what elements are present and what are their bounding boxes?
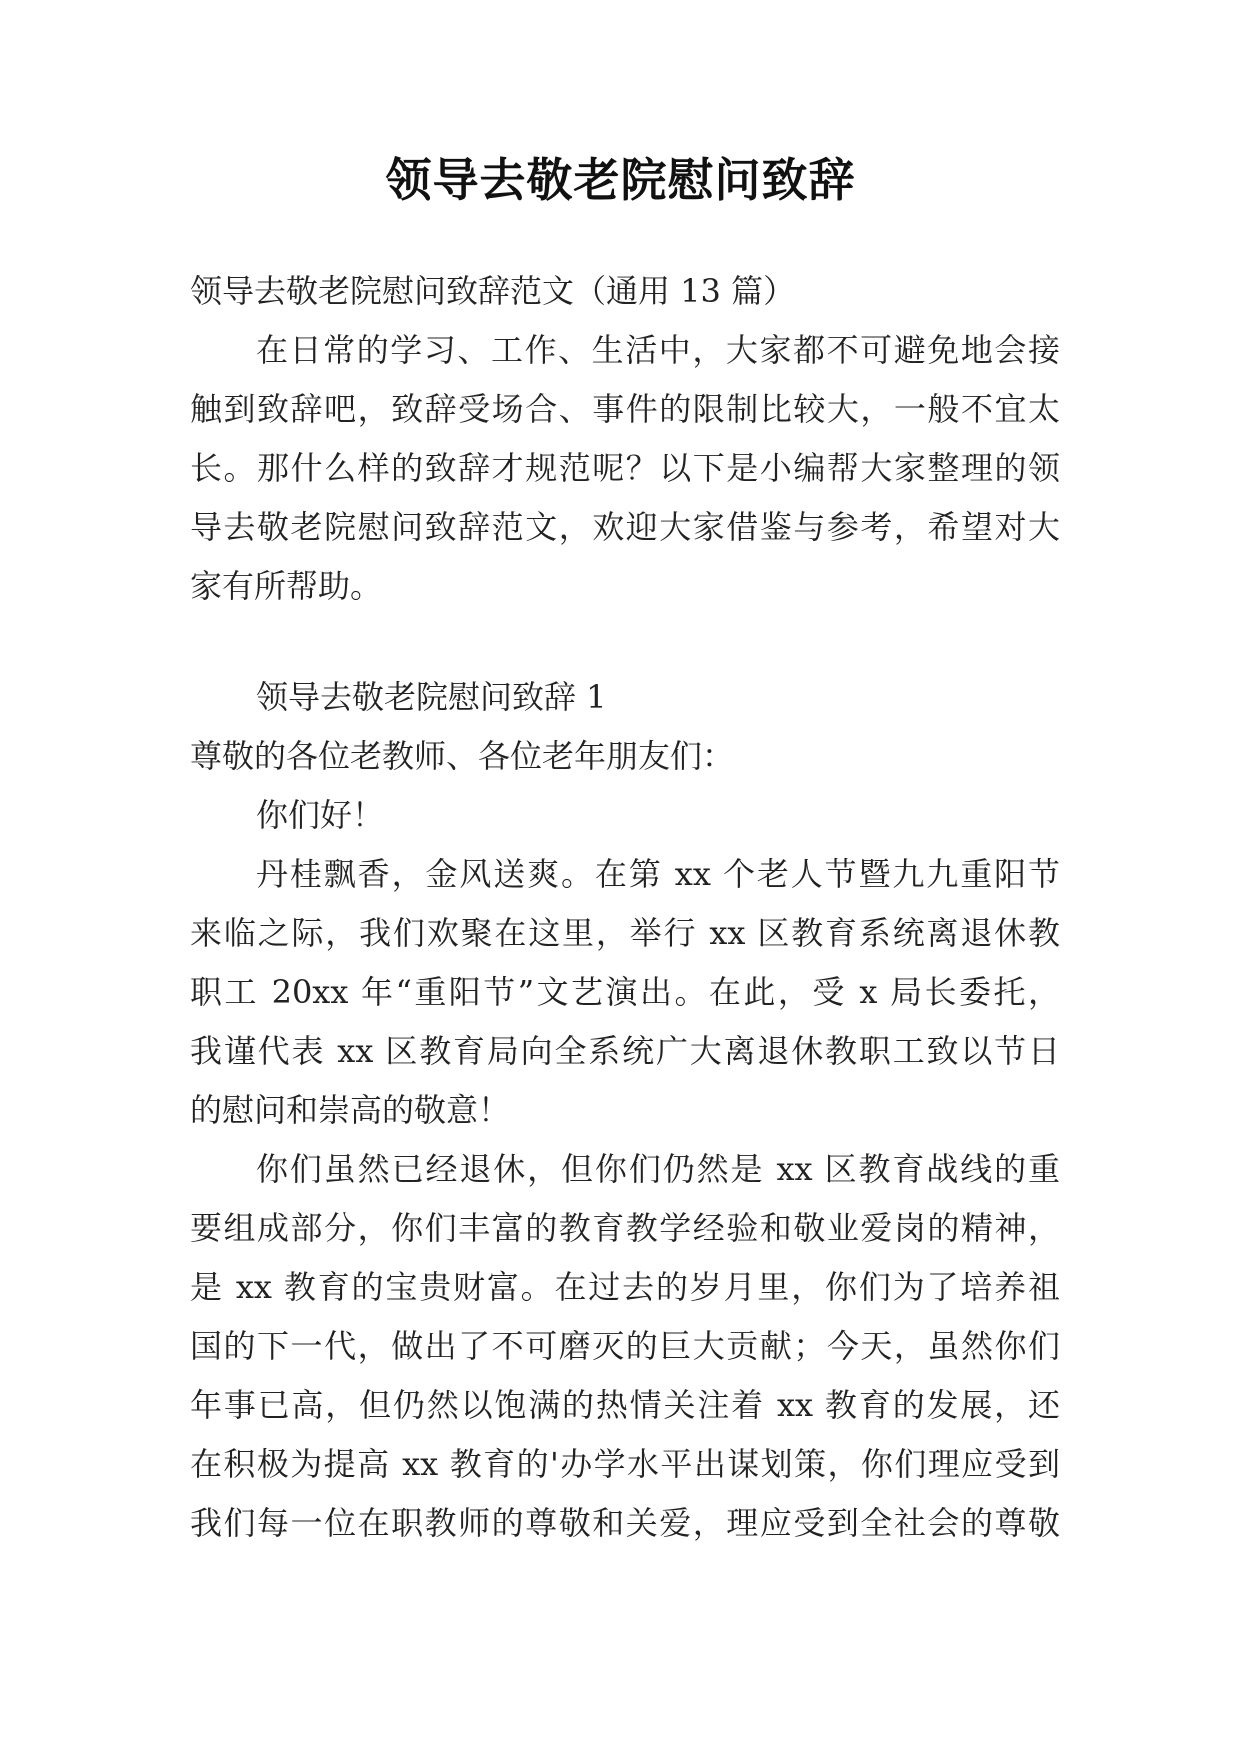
body-line: 国的下一代，做出了不可磨灭的巨大贡献；今天，虽然你们 xyxy=(190,1327,1060,1365)
section-heading: 领导去敬老院慰问致辞 1 xyxy=(256,678,607,716)
body-line: 是 xx 教育的宝贵财富。在过去的岁月里，你们为了培养祖 xyxy=(190,1268,1060,1306)
intro-line: 长。那什么样的致辞才规范呢？以下是小编帮大家整理的领 xyxy=(190,449,1060,487)
document-title: 领导去敬老院慰问致辞 xyxy=(385,153,856,207)
intro-line: 在日常的学习、工作、生活中，大家都不可避免地会接 xyxy=(256,331,1060,369)
salutation-line: 尊敬的各位老教师、各位老年朋友们： xyxy=(190,737,735,775)
intro-line: 触到致辞吧，致辞受场合、事件的限制比较大，一般不宜太 xyxy=(190,390,1060,428)
body-line: 职工 20xx 年“重阳节”文艺演出。在此，受 x 局长委托， xyxy=(190,973,1060,1011)
body-line: 我们每一位在职教师的尊敬和关爱，理应受到全社会的尊敬 xyxy=(190,1504,1060,1542)
body-line: 我谨代表 xx 区教育局向全系统广大离退休教职工致以节日 xyxy=(190,1032,1060,1070)
intro-line: 家有所帮助。 xyxy=(190,567,383,605)
document-body xyxy=(190,262,1060,1553)
body-line: 你们虽然已经退休，但你们仍然是 xx 区教育战线的重 xyxy=(256,1150,1060,1188)
body-line: 要组成部分，你们丰富的教育教学经验和敬业爱岗的精神， xyxy=(190,1209,1060,1247)
body-line: 的慰问和崇高的敬意！ xyxy=(190,1091,511,1129)
intro-line: 导去敬老院慰问致辞范文，欢迎大家借鉴与参考，希望对大 xyxy=(190,508,1060,546)
body-line: 年事已高，但仍然以饱满的热情关注着 xx 教育的发展，还 xyxy=(190,1386,1060,1424)
greeting-line: 你们好！ xyxy=(256,796,385,834)
body-line: 在积极为提高 xx 教育的'办学水平出谋划策，你们理应受到 xyxy=(190,1445,1060,1483)
body-line: 来临之际，我们欢聚在这里，举行 xx 区教育系统离退休教 xyxy=(190,914,1060,952)
subtitle-line: 领导去敬老院慰问致辞范文（通用 13 篇） xyxy=(190,272,796,310)
body-line: 丹桂飘香，金风送爽。在第 xx 个老人节暨九九重阳节 xyxy=(256,855,1060,893)
paragraph-gap xyxy=(190,616,1060,668)
